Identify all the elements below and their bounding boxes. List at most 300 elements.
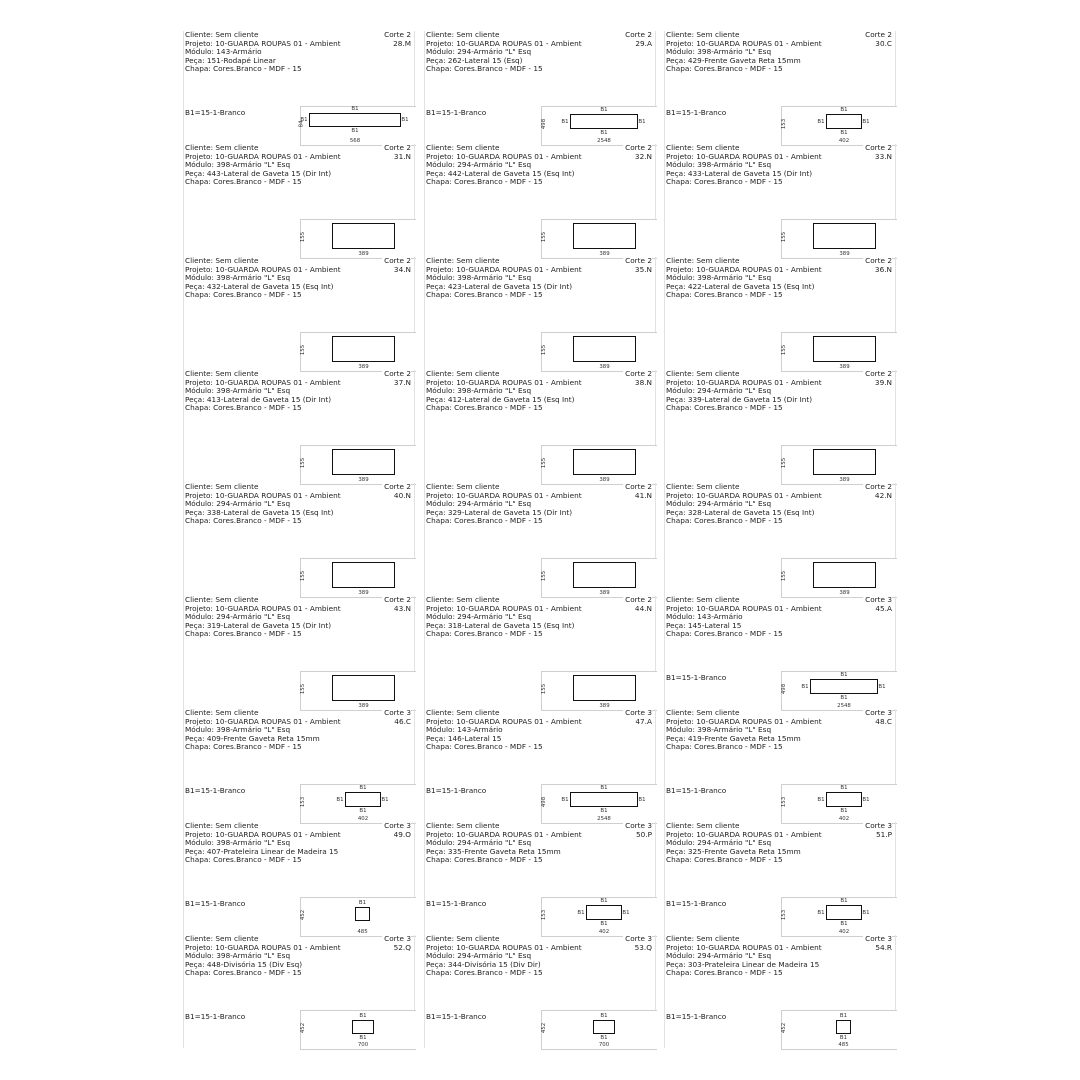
piece-id: 48.C [875,716,892,726]
label-header [185,31,414,74]
piece-rectangle [332,675,395,701]
piece-drawing [541,671,657,711]
piece-rectangle [352,1020,374,1034]
label-projeto: Projeto: 10-GUARDA ROUPAS 01 - Ambient [426,491,582,500]
label-chapa: Chapa: Cores.Branco - MDF - 15 [426,969,543,978]
label-header [185,257,414,300]
cut-number: Corte 2 [625,482,652,491]
edge-banding-code: B1=15-1-Branco [426,108,487,117]
piece-label [424,709,656,822]
label-chapa: Chapa: Cores.Branco - MDF - 15 [426,65,543,74]
cut-info [623,596,652,613]
edge-banding-code: B1=15-1-Branco [666,1012,727,1021]
label-header [426,257,655,300]
label-chapa: Chapa: Cores.Branco - MDF - 15 [666,291,783,300]
height-dimension: 155 [541,683,548,695]
piece-id: 34.N [393,264,411,274]
label-projeto: Projeto: 10-GUARDA ROUPAS 01 - Ambient [426,830,582,839]
piece-drawing [541,897,657,937]
label-modulo: Módulo: 294-Armário "L" Esq [426,839,532,848]
piece-rectangle [332,336,395,362]
height-dimension: 153 [300,796,307,808]
label-chapa: Chapa: Cores.Branco - MDF - 15 [666,404,783,413]
piece-label [664,935,896,1048]
edge-top-marker: B1 [359,785,367,791]
label-modulo: Módulo: 398-Armário "L" Esq [426,387,532,396]
width-dimension: 700 [598,1042,610,1048]
label-header [426,31,655,74]
label-chapa: Chapa: Cores.Branco - MDF - 15 [666,178,783,187]
piece-rectangle [826,905,862,920]
label-modulo: Módulo: 143-Armário [426,726,503,735]
label-projeto: Projeto: 10-GUARDA ROUPAS 01 - Ambient [185,152,341,161]
height-dimension: 84 [298,120,305,128]
cut-info [623,257,652,274]
edge-right-marker: B1 [622,909,630,916]
piece-drawing [300,558,416,598]
label-peca: Peça: 339-Lateral de Gaveta 15 (Dir Int) [666,395,813,404]
label-header [426,596,655,639]
piece-label [424,935,656,1048]
label-modulo: Módulo: 398-Armário "L" Esq [185,161,291,170]
width-dimension: 700 [357,1042,369,1048]
label-cliente: Cliente: Sem cliente [426,822,500,830]
width-dimension: 389 [599,251,610,257]
piece-label [664,483,896,596]
piece-rectangle [332,223,395,249]
piece-drawing [781,332,897,372]
label-cliente: Cliente: Sem cliente [666,822,740,830]
label-projeto: Projeto: 10-GUARDA ROUPAS 01 - Ambient [666,717,822,726]
height-dimension: 155 [541,570,548,582]
label-cliente: Cliente: Sem cliente [185,822,259,830]
label-header [666,596,895,639]
piece-label [424,483,656,596]
edge-banding-code: B1=15-1-Branco [426,899,487,908]
label-modulo: Módulo: 398-Armário "L" Esq [666,48,772,57]
edge-top-marker: B1 [600,785,608,791]
cut-info [382,822,411,839]
piece-rectangle [332,562,395,588]
label-modulo: Módulo: 294-Armário "L" Esq [426,500,532,509]
label-cliente: Cliente: Sem cliente [185,935,259,943]
width-dimension: 389 [839,364,850,370]
label-cliente: Cliente: Sem cliente [185,483,259,491]
label-header [185,709,414,752]
label-chapa: Chapa: Cores.Branco - MDF - 15 [666,856,783,865]
cut-info [863,370,892,387]
label-projeto: Projeto: 10-GUARDA ROUPAS 01 - Ambient [185,265,341,274]
piece-id: 47.A [635,716,652,726]
cut-number: Corte 2 [384,143,411,152]
cut-number: Corte 2 [865,30,892,39]
label-modulo: Módulo: 294-Armário "L" Esq [666,952,772,961]
label-cliente: Cliente: Sem cliente [185,31,259,39]
label-modulo: Módulo: 143-Armário [185,48,262,57]
label-cliente: Cliente: Sem cliente [426,31,500,39]
label-header [666,31,895,74]
piece-drawing [781,897,897,937]
cut-number: Corte 2 [384,369,411,378]
piece-label [183,822,415,935]
edge-top-marker: B1 [359,1013,367,1019]
cut-info [623,144,652,161]
piece-id: 45.A [875,603,892,613]
edge-left-marker: B1 [561,796,569,803]
piece-id: 32.N [634,151,652,161]
piece-label [424,31,656,144]
piece-rectangle [836,1020,851,1034]
cut-number: Corte 2 [865,369,892,378]
edge-left-marker: B1 [300,117,308,123]
label-projeto: Projeto: 10-GUARDA ROUPAS 01 - Ambient [426,378,582,387]
piece-id: 54.R [875,942,892,952]
piece-rectangle [355,907,370,921]
piece-label [183,144,415,257]
width-dimension: 389 [839,477,850,483]
edge-right-marker: B1 [401,117,409,123]
cut-number: Corte 2 [625,369,652,378]
label-peca: Peça: 412-Lateral de Gaveta 15 (Esq Int) [426,395,575,404]
piece-drawing [781,106,897,146]
piece-rectangle [570,114,638,129]
edge-top-marker: B1 [600,1013,608,1019]
piece-drawing [300,219,416,259]
label-projeto: Projeto: 10-GUARDA ROUPAS 01 - Ambient [426,152,582,161]
piece-label [183,31,415,144]
height-dimension: 153 [781,796,788,808]
width-dimension: 402 [838,929,850,935]
width-dimension: 389 [839,251,850,257]
label-cliente: Cliente: Sem cliente [426,709,500,717]
piece-id: 39.N [874,377,892,387]
label-header [185,144,414,187]
width-dimension: 402 [838,816,850,822]
edge-bottom-marker: B1 [600,921,608,927]
cut-number: Corte 3 [384,934,411,943]
cut-number: Corte 3 [384,821,411,830]
piece-drawing [541,332,657,372]
edge-top-marker: B1 [358,900,367,906]
edge-left-marker: B1 [577,909,585,916]
piece-id: 33.N [874,151,892,161]
label-projeto: Projeto: 10-GUARDA ROUPAS 01 - Ambient [426,265,582,274]
piece-drawing [781,784,897,824]
piece-id: 52.Q [393,942,411,952]
label-header [426,935,655,978]
label-modulo: Módulo: 398-Armário "L" Esq [185,726,291,735]
edge-bottom-marker: B1 [840,921,848,927]
label-header [666,257,895,300]
label-peca: Peça: 328-Lateral de Gaveta 15 (Esq Int) [666,508,815,517]
piece-id: 36.N [874,264,892,274]
label-peca: Peça: 422-Lateral de Gaveta 15 (Esq Int) [666,282,815,291]
piece-rectangle [570,792,638,807]
piece-label [664,257,896,370]
label-peca: Peça: 409-Frente Gaveta Reta 15mm [185,734,320,743]
cut-info [623,709,652,726]
label-cliente: Cliente: Sem cliente [185,709,259,717]
cut-info [382,483,411,500]
cut-info [382,144,411,161]
cut-info [382,257,411,274]
edge-bottom-marker: B1 [839,1035,848,1041]
label-projeto: Projeto: 10-GUARDA ROUPAS 01 - Ambient [185,943,341,952]
height-dimension: 452 [541,1022,548,1034]
piece-id: 44.N [634,603,652,613]
piece-label [424,596,656,709]
label-header [666,822,895,865]
label-chapa: Chapa: Cores.Branco - MDF - 15 [185,291,302,300]
label-peca: Peça: 146-Lateral 15 [426,734,502,743]
piece-label [183,709,415,822]
label-header [666,709,895,752]
piece-rectangle [826,792,862,807]
piece-rectangle [573,562,636,588]
edge-right-marker: B1 [638,796,646,803]
edge-left-marker: B1 [817,909,825,916]
edge-banding-code: B1=15-1-Branco [185,108,246,117]
cut-info [382,370,411,387]
label-modulo: Módulo: 294-Armário "L" Esq [666,839,772,848]
edge-top-marker: B1 [600,898,608,904]
cut-info [863,709,892,726]
edge-top-marker: B1 [839,1013,848,1019]
piece-id: 31.N [393,151,411,161]
piece-label [664,370,896,483]
label-cliente: Cliente: Sem cliente [426,483,500,491]
piece-id: 40.N [393,490,411,500]
label-modulo: Módulo: 294-Armário "L" Esq [426,48,532,57]
edge-top-marker: B1 [840,898,848,904]
label-peca: Peça: 423-Lateral de Gaveta 15 (Dir Int) [426,282,573,291]
piece-rectangle [813,449,876,475]
label-projeto: Projeto: 10-GUARDA ROUPAS 01 - Ambient [666,265,822,274]
cut-number: Corte 2 [865,143,892,152]
label-header [185,370,414,413]
width-dimension: 389 [599,364,610,370]
edge-top-marker: B1 [840,785,848,791]
label-cliente: Cliente: Sem cliente [666,709,740,717]
piece-rectangle [332,449,395,475]
cut-info [863,935,892,952]
cut-info [863,483,892,500]
width-dimension: 389 [599,477,610,483]
edge-bottom-marker: B1 [600,130,608,136]
piece-drawing [541,106,657,146]
label-chapa: Chapa: Cores.Branco - MDF - 15 [426,630,543,639]
width-dimension: 389 [358,477,369,483]
edge-bottom-marker: B1 [600,1035,608,1041]
height-dimension: 452 [300,1022,307,1034]
label-peca: Peça: 318-Lateral de Gaveta 15 (Esq Int) [426,621,575,630]
label-header [666,370,895,413]
label-chapa: Chapa: Cores.Branco - MDF - 15 [185,969,302,978]
label-header [185,596,414,639]
edge-right-marker: B1 [878,683,886,690]
label-peca: Peça: 344-Divisória 15 (Div Dir) [426,960,541,969]
edge-bottom-marker: B1 [840,695,848,701]
label-cliente: Cliente: Sem cliente [426,257,500,265]
label-cliente: Cliente: Sem cliente [666,935,740,943]
edge-left-marker: B1 [561,118,569,125]
height-dimension: 155 [781,570,788,582]
edge-bottom-marker: B1 [840,130,848,136]
label-modulo: Módulo: 398-Armário "L" Esq [666,161,772,170]
height-dimension: 155 [541,344,548,356]
label-modulo: Módulo: 398-Armário "L" Esq [185,839,291,848]
label-peca: Peça: 443-Lateral de Gaveta 15 (Dir Int) [185,169,332,178]
label-modulo: Módulo: 398-Armário "L" Esq [426,274,532,283]
piece-rectangle [586,905,622,920]
cut-info [623,370,652,387]
label-header [666,483,895,526]
cut-number: Corte 2 [384,595,411,604]
label-modulo: Módulo: 398-Armário "L" Esq [185,387,291,396]
edge-right-marker: B1 [862,118,870,125]
label-modulo: Módulo: 398-Armário "L" Esq [185,952,291,961]
label-peca: Peça: 151-Rodapé Linear [185,56,276,65]
label-projeto: Projeto: 10-GUARDA ROUPAS 01 - Ambient [666,491,822,500]
label-modulo: Módulo: 294-Armário "L" Esq [185,500,291,509]
piece-drawing [541,1010,657,1050]
piece-rectangle [826,114,862,129]
width-dimension: 389 [358,251,369,257]
height-dimension: 155 [300,231,307,243]
height-dimension: 153 [781,118,788,130]
label-chapa: Chapa: Cores.Branco - MDF - 15 [185,630,302,639]
cut-info [863,257,892,274]
label-modulo: Módulo: 398-Armário "L" Esq [666,274,772,283]
label-chapa: Chapa: Cores.Branco - MDF - 15 [426,856,543,865]
label-cliente: Cliente: Sem cliente [666,257,740,265]
label-chapa: Chapa: Cores.Branco - MDF - 15 [666,517,783,526]
piece-rectangle [810,679,878,694]
cut-number: Corte 2 [625,143,652,152]
label-projeto: Projeto: 10-GUARDA ROUPAS 01 - Ambient [426,604,582,613]
label-projeto: Projeto: 10-GUARDA ROUPAS 01 - Ambient [666,604,822,613]
piece-id: 43.N [393,603,411,613]
label-chapa: Chapa: Cores.Branco - MDF - 15 [426,404,543,413]
label-projeto: Projeto: 10-GUARDA ROUPAS 01 - Ambient [185,604,341,613]
edge-banding-code: B1=15-1-Branco [666,108,727,117]
edge-banding-code: B1=15-1-Branco [426,1012,487,1021]
label-cliente: Cliente: Sem cliente [185,596,259,604]
piece-drawing [781,1010,897,1050]
piece-rectangle [573,449,636,475]
piece-id: 30.C [875,38,892,48]
piece-drawing [300,897,416,937]
label-chapa: Chapa: Cores.Branco - MDF - 15 [185,743,302,752]
label-peca: Peça: 145-Lateral 15 [666,621,742,630]
piece-drawing [300,671,416,711]
label-peca: Peça: 325-Frente Gaveta Reta 15mm [666,847,801,856]
piece-id: 29.A [635,38,652,48]
label-header [426,709,655,752]
height-dimension: 155 [541,231,548,243]
piece-id: 46.C [394,716,411,726]
label-peca: Peça: 262-Lateral 15 (Esq) [426,56,523,65]
label-modulo: Módulo: 398-Armário "L" Esq [185,274,291,283]
label-modulo: Módulo: 143-Armário [666,613,743,622]
label-chapa: Chapa: Cores.Branco - MDF - 15 [666,65,783,74]
label-chapa: Chapa: Cores.Branco - MDF - 15 [666,969,783,978]
label-cliente: Cliente: Sem cliente [666,596,740,604]
label-cliente: Cliente: Sem cliente [426,596,500,604]
edge-left-marker: B1 [801,683,809,690]
piece-id: 37.N [393,377,411,387]
label-projeto: Projeto: 10-GUARDA ROUPAS 01 - Ambient [426,717,582,726]
width-dimension: 402 [838,138,850,144]
label-chapa: Chapa: Cores.Branco - MDF - 15 [666,743,783,752]
cut-info [623,483,652,500]
label-header [185,483,414,526]
cut-number: Corte 3 [865,934,892,943]
piece-rectangle [573,223,636,249]
piece-id: 41.N [634,490,652,500]
cut-info [382,935,411,952]
edge-left-marker: B1 [817,118,825,125]
piece-label [183,257,415,370]
piece-rectangle [813,336,876,362]
label-peca: Peça: 319-Lateral de Gaveta 15 (Dir Int) [185,621,332,630]
piece-label [664,144,896,257]
cut-number: Corte 3 [625,934,652,943]
edge-left-marker: B1 [336,796,344,803]
label-cliente: Cliente: Sem cliente [185,370,259,378]
cut-number: Corte 2 [384,256,411,265]
label-cliente: Cliente: Sem cliente [666,370,740,378]
piece-label [183,370,415,483]
label-cliente: Cliente: Sem cliente [666,483,740,491]
cut-number: Corte 2 [384,30,411,39]
edge-top-marker: B1 [351,106,359,112]
label-cliente: Cliente: Sem cliente [185,144,259,152]
label-cliente: Cliente: Sem cliente [426,144,500,152]
piece-label [664,596,896,709]
label-modulo: Módulo: 398-Armário "L" Esq [666,726,772,735]
label-projeto: Projeto: 10-GUARDA ROUPAS 01 - Ambient [185,830,341,839]
cut-number: Corte 3 [384,708,411,717]
label-cliente: Cliente: Sem cliente [666,144,740,152]
width-dimension: 389 [599,703,610,709]
height-dimension: 155 [541,457,548,469]
piece-drawing [300,106,416,146]
label-projeto: Projeto: 10-GUARDA ROUPAS 01 - Ambient [185,378,341,387]
piece-rectangle [345,792,381,807]
piece-drawing [781,445,897,485]
label-header [666,935,895,978]
piece-label [424,822,656,935]
edge-banding-code: B1=15-1-Branco [185,1012,246,1021]
height-dimension: 155 [300,683,307,695]
edge-banding-code: B1=15-1-Branco [185,786,246,795]
label-header [185,935,414,978]
piece-drawing [781,671,897,711]
cut-number: Corte 2 [625,595,652,604]
piece-label [664,822,896,935]
piece-drawing [300,784,416,824]
edge-right-marker: B1 [862,909,870,916]
piece-label [183,596,415,709]
piece-drawing [300,1010,416,1050]
edge-bottom-marker: B1 [359,1035,367,1041]
label-peca: Peça: 338-Lateral de Gaveta 15 (Esq Int) [185,508,334,517]
cut-number: Corte 3 [865,708,892,717]
width-dimension: 485 [357,929,368,935]
piece-drawing [541,558,657,598]
label-chapa: Chapa: Cores.Branco - MDF - 15 [185,404,302,413]
